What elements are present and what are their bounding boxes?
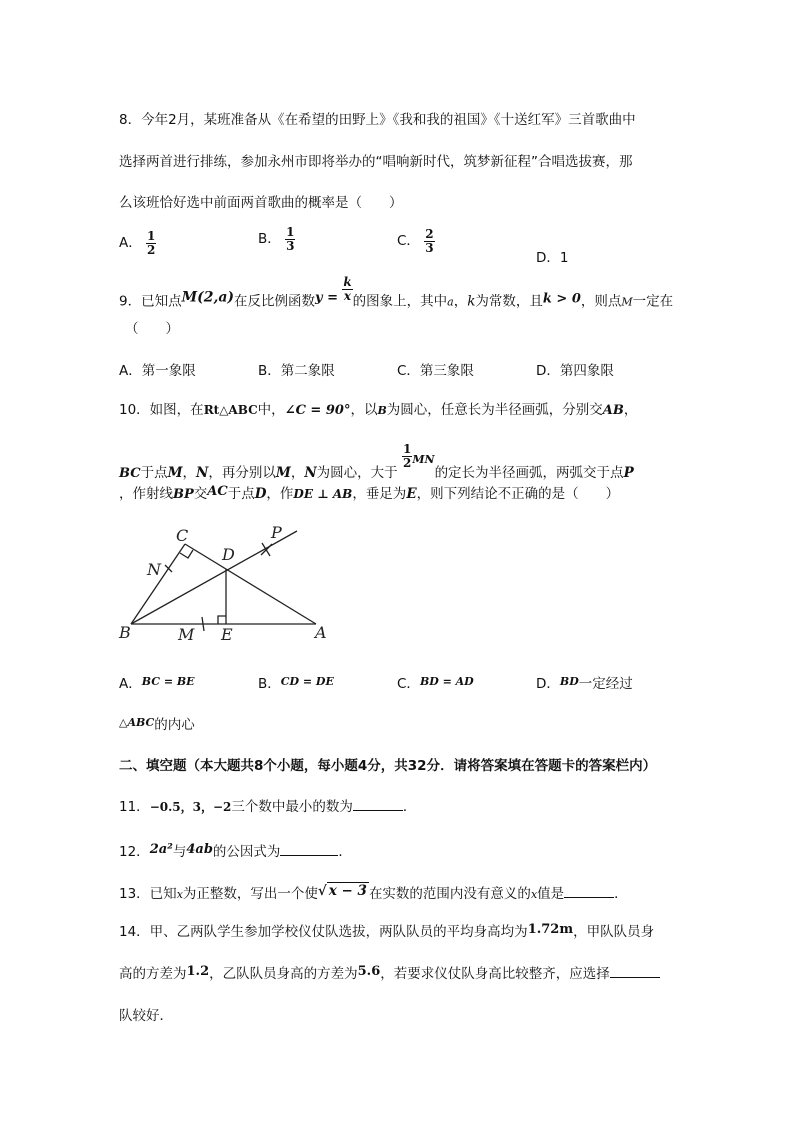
q9-option-c: C．第三象限	[397, 363, 474, 379]
arc-mark-m	[202, 617, 204, 631]
answer-blank[interactable]	[564, 885, 614, 898]
q8-line-2: 选择两首进行排练，参加永州市即将举办的“唱响新时代，筑梦新征程”合唱选拔赛，那	[119, 154, 633, 170]
answer-blank[interactable]	[610, 965, 660, 978]
q10-option-d: D．$^{BD}$一定经过	[536, 675, 633, 692]
fraction: $\frac{1}{3}$	[286, 225, 295, 253]
q14-line-2: 高的方差为1.2，乙队队员身高的方差为5.6，若要求仪仗队身高比较整齐，应选择	[119, 962, 660, 982]
label-m: M	[178, 625, 195, 644]
q11-line: 11．−0.5，3，−2三个数中最小的数为 ．	[119, 799, 417, 815]
q8-option-d: D．1	[536, 250, 569, 266]
q8-line-3: 么该班恰好选中前面两首歌曲的概率是（ ）	[119, 195, 403, 211]
fraction: $\frac{1}{2}$	[147, 229, 156, 257]
q8-option-b: B． $\frac{1}{3}$	[258, 225, 295, 253]
label-e: E	[221, 625, 233, 644]
label-b: B	[119, 623, 131, 642]
arc-mark-p2	[261, 544, 272, 555]
q10-line-2: BC于点M，N，再分别以M，N为圆心，大于 $\frac{1}{2}$ $^{MN}$的定长为半径画弧，两弧交于点P	[119, 442, 634, 481]
right-angle-e	[218, 616, 226, 624]
q10-line-3: ，作射线BP交AC于点D，作DE ⊥ AB，垂足为E，则下列结论不正确的是（ ）	[119, 484, 620, 502]
q8-option-c: C． $\frac{2}{3}$	[397, 227, 434, 255]
segment-ca	[185, 544, 316, 624]
q9-option-b: B．第二象限	[258, 363, 335, 379]
answer-blank[interactable]	[353, 798, 403, 811]
q9-option-d: D．第四象限	[536, 363, 614, 379]
label-d: D	[222, 545, 235, 564]
q9-option-a: A．第一象限	[119, 363, 196, 379]
label-a: A	[315, 623, 327, 642]
fraction-half: $\frac{1}{2}$	[402, 442, 412, 470]
segment-bc	[131, 544, 185, 624]
q10-line-1: 10．如图，在Rt△ABC中，∠C = 90°，以B为圆心，任意长为半径画弧，分别交AB，	[119, 402, 638, 418]
q13-line: 13．已知x为正整数，写出一个使√ x − 3 在实数的范围内没有意义的x值是 ．	[119, 883, 628, 902]
q14-line-1: 14．甲、乙两队学生参加学校仪仗队选拔，两队队员的平均身高均为1.72m，甲队队员身	[119, 922, 655, 940]
right-angle-c	[180, 550, 193, 558]
sqrt-expression: √ x − 3	[317, 883, 367, 899]
fraction-k-over-x: $\frac{k}{x}$	[343, 275, 352, 303]
q8-line-1: 8．今年2月，某班准备从《在希望的田野上》《我和我的祖国》《十送红军》三首歌曲中	[119, 112, 636, 128]
q14-line-3: 队较好．	[119, 1008, 173, 1024]
q10-option-c: C．$^{BD = AD}$	[397, 675, 474, 692]
q9-line-2: （ ）	[125, 321, 179, 337]
label-n: N	[147, 560, 161, 579]
q9-line-1: 9．已知点M(2,a)在反比例函数y = $\frac{k}{x}$ 的图象上，其中a，k为常数，且k > 0，则点M一定在	[119, 275, 674, 310]
q8-option-a: A． $\frac{1}{2}$	[119, 229, 156, 257]
q10-option-d-line-2: $^{\triangle ABC}$的内心	[119, 716, 195, 733]
q12-line: 12．2a²与4ab的公因式为 ．	[119, 842, 352, 860]
q10-option-b: B．$^{CD = DE}$	[258, 675, 334, 692]
label-c: C	[176, 526, 189, 545]
label-p: P	[271, 523, 282, 542]
arc-mark-p1	[262, 543, 270, 556]
ray-bp	[131, 531, 297, 624]
section-2-heading: 二、填空题（本大题共8个小题，每小题4分，共32分．请将答案填在答题卡的答案栏内）	[119, 758, 657, 774]
fraction: $\frac{2}{3}$	[425, 227, 434, 255]
q10-option-a: A．$^{BC = BE}$	[119, 675, 195, 692]
answer-blank[interactable]	[280, 843, 338, 856]
arc-mark-n	[165, 565, 172, 572]
